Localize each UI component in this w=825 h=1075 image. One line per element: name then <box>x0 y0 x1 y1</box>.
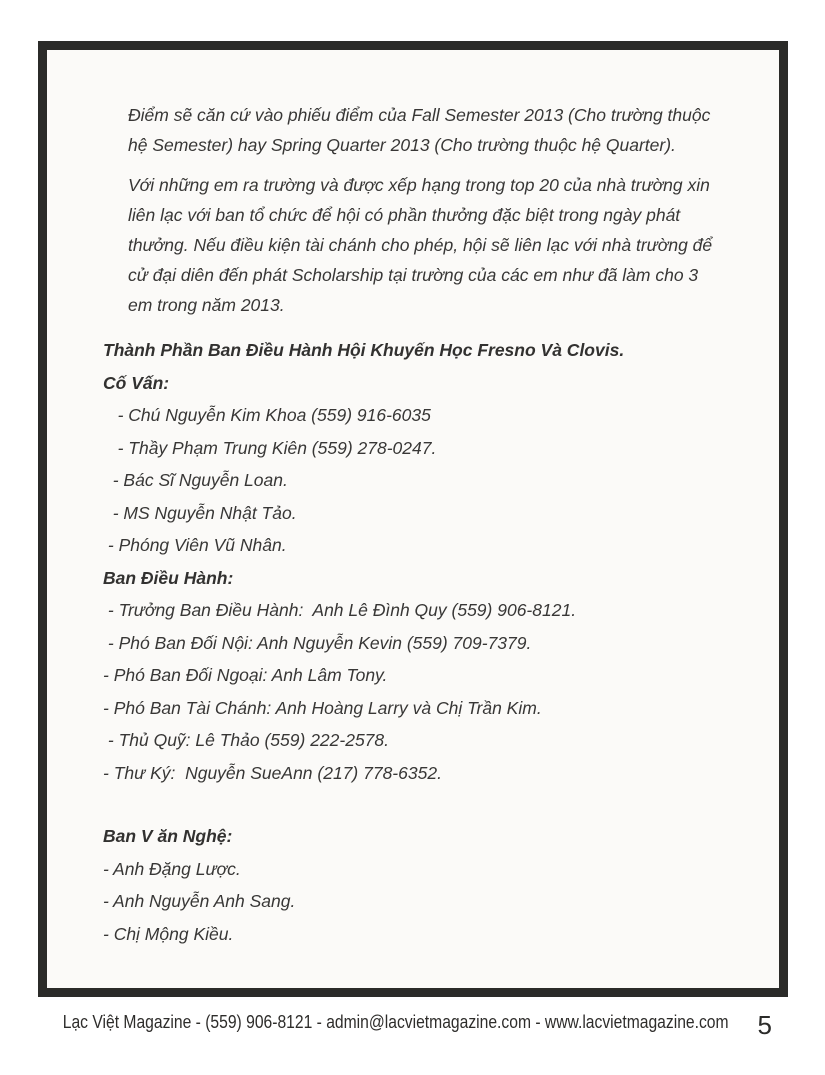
page-footer <box>0 1012 792 1033</box>
member-item: - Trưởng Ban Điều Hành: Anh Lê Đình Quy (559) 906-8121. <box>103 600 577 620</box>
section-heading-ban-dieu-hanh: Ban Điều Hành: <box>103 567 234 588</box>
member-item: - MS Nguyễn Nhật Tảo. <box>103 502 297 523</box>
member-item: - Thầy Phạm Trung Kiên (559) 278-0247. <box>103 437 437 458</box>
member-item: - Bác Sĩ Nguyễn Loan. <box>103 470 288 490</box>
committee-title: Thành Phần Ban Điều Hành Hội Khuyến Học Fresno Và Clovis. <box>103 340 625 360</box>
section-heading-co-van: Cố Vấn: <box>103 372 170 393</box>
member-item: - Thủ Quỹ: Lê Thảo (559) 222-2578. <box>103 730 390 750</box>
intro-paragraph-2: Với những em ra trường và được xếp hạng trong top 20 của nhà trường xin liên lạc với ban tổ chức để hội có phần thưởng đặc biệt trong ngày phát thưởng. Nếu điều kiện tài chánh cho phép, hội sẽ liên lạc với nhà trường để cử đại diên đến phát Scholarship tại trường của các em như đã làm cho 3 em trong năm 2013. <box>128 175 713 315</box>
page-number: 5 <box>757 1010 772 1040</box>
footer-contact-line: Lạc Việt Magazine - (559) 906-8121 - admin@lacvietmagazine.com - www.lacvietmagazine.com <box>63 1012 729 1032</box>
member-item: - Chị Mộng Kiều. <box>103 923 234 944</box>
member-item: - Phó Ban Đối Nội: Anh Nguyễn Kevin (559) 709-7379. <box>103 632 532 653</box>
intro-paragraph-1: Điểm sẽ căn cứ vào phiếu điểm của Fall Semester 2013 (Cho trường thuộc hệ Semester) hay Spring Quarter 2013 (Cho trường thuộc hệ Quarter). <box>128 105 711 155</box>
member-item: - Thư Ký: Nguyễn SueAnn (217) 778-6352. <box>103 762 442 783</box>
page-border-frame <box>38 41 788 997</box>
member-item: - Phó Ban Tài Chánh: Anh Hoàng Larry và Chị Trần Kim. <box>103 697 542 718</box>
member-item: - Anh Đặng Lược. <box>103 858 241 879</box>
member-item: - Phó Ban Đối Ngoại: Anh Lâm Tony. <box>103 665 388 685</box>
member-item: - Anh Nguyễn Anh Sang. <box>103 891 296 911</box>
member-item: - Phóng Viên Vũ Nhân. <box>103 535 287 555</box>
member-item: - Chú Nguyễn Kim Khoa (559) 916-6035 <box>103 405 431 425</box>
section-heading-ban-van-nghe: Ban V ăn Nghệ: <box>103 826 233 846</box>
